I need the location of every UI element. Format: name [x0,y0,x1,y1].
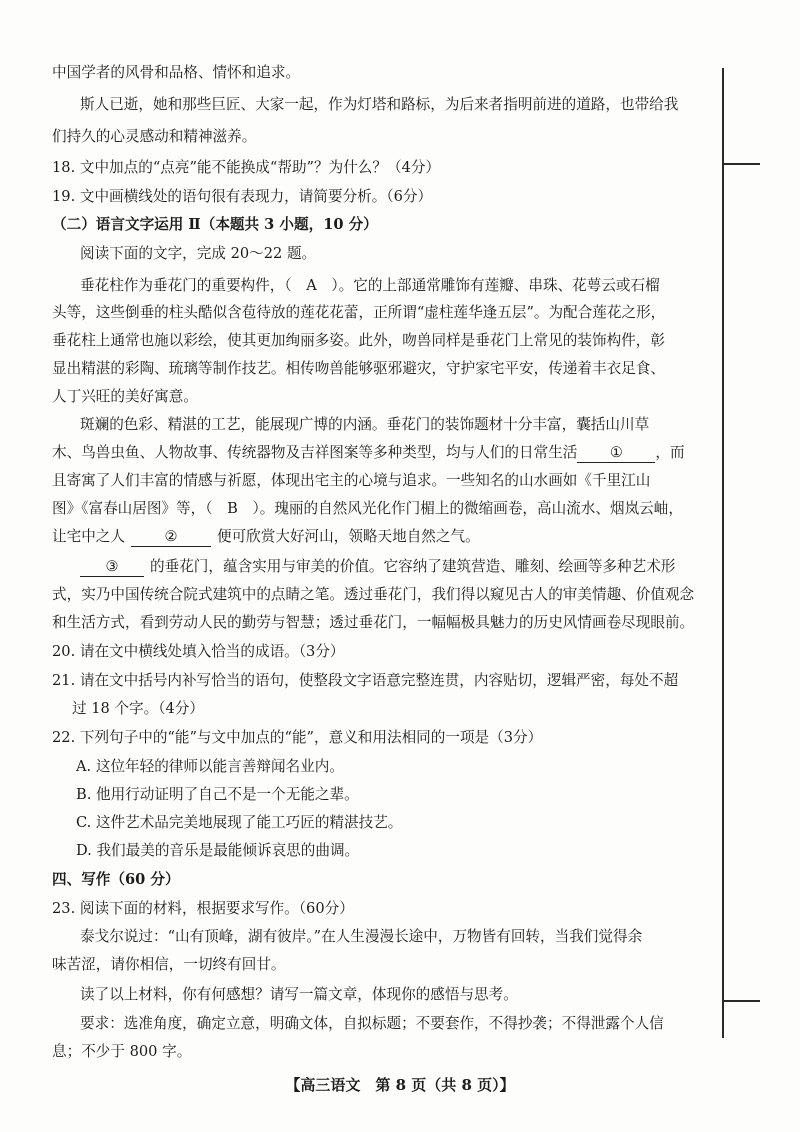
option-a: A. 这位年轻的律师以能言善辩闻名业内。 [76,758,344,775]
question-19: 19. 文中画横线处的语句很有表现力，请简要分析。（6分） [52,188,433,205]
margin-tick-mark [724,1000,760,1002]
passage-line: 斯人已逝，她和那些巨匠、大家一起，作为灯塔和路标，为后来者指明前进的道路，也带给我 [80,96,679,113]
writing-prompt: 读了以上材料，你有何感想？请写一篇文章，体现你的感悟与思考。 [80,986,518,1003]
material-line: 味苦涩，请你相信，一切终有回甘。 [52,956,286,973]
passage-line-with-blank [52,442,685,464]
question-22: 22. 下列句子中的“能”与文中加点的“能”，意义和用法相同的一项是（3分） [52,729,543,746]
margin-tick-mark [724,163,760,165]
question-21-cont: 过 18 个字。（4分） [72,700,204,717]
passage-line-with-blank [52,526,480,548]
passage-line: 人丁兴旺的美好寓意。 [52,388,198,405]
passage-line-with-blank [80,556,675,578]
passage-text: 让宅中之人 [52,528,125,545]
passage-line: 垂花柱上通常也施以彩绘，使其更加绚丽多姿。此外，吻兽同样是垂花门上常见的装饰构件，彰 [52,332,665,349]
passage-text: 的垂花门，蕴含实用与审美的价值。它容纳了建筑营造、雕刻、绘画等多种艺术形 [150,558,676,575]
passage-line: 头等，这些倒垂的柱头酷似含苞待放的莲花花蕾，正所谓“虚柱莲华逢五层”。为配合莲花之形， [52,304,666,321]
passage-line: 图》《富春山居图》等，（ B ）。瑰丽的自然风光化作门楣上的微缩画卷，高山流水、烟岚云岫， [52,500,683,517]
question-18: 18. 文中加点的“点亮”能不能换成“帮助”？为什么？（4分） [52,159,441,176]
passage-line: 且寄寓了人们丰富的情感与祈愿，体现出宅主的心境与追求。一些知名的山水画如《千里江山 [52,472,651,489]
question-20: 20. 请在文中横线处填入恰当的成语。（3分） [52,643,345,660]
fill-blank-2[interactable]: ② [131,528,211,547]
passage-line: 和生活方式，看到劳动人民的勤劳与智慧；透过垂花门，一幅幅极具魅力的历史风情画卷尽现眼前。 [52,614,695,631]
writing-requirements-cont: 息；不少于 800 字。 [52,1043,192,1060]
section-instruction: 阅读下面的文字，完成 20～22 题。 [80,245,317,262]
fill-blank-3[interactable]: ③ [80,558,144,577]
passage-line: 垂花柱作为垂花门的重要构件，（ A ）。它的上部通常雕饰有莲瓣、串珠、花萼云或石榴 [80,277,660,294]
question-23: 23. 阅读下面的材料，根据要求写作。（60分） [52,900,354,917]
question-21: 21. 请在文中括号内补写恰当的语句，使整段文字语意完整连贯，内容贴切，逻辑严密，每处不超 [52,672,679,689]
section-heading-writing: 四、写作（60 分） [52,871,180,888]
option-d: D. 我们最美的音乐是最能倾诉哀思的曲调。 [76,842,360,859]
passage-line: 显出精湛的彩陶、琉璃等制作技艺。相传吻兽能够驱邪避灾，守护家宅平安，传递着丰衣足食、 [52,360,665,377]
passage-line: 中国学者的风骨和品格、情怀和追求。 [52,64,301,81]
passage-text: 便可欣赏大好河山，领略天地自然之气。 [216,528,480,545]
option-c: C. 这件艺术品完美地展现了能工巧匠的精湛技艺。 [76,814,403,831]
page-footer: 【高三语文 第 8 页（共 8 页）】 [285,1076,515,1094]
passage-line: 斑斓的色彩、精湛的工艺，能展现广博的内涵。垂花门的装饰题材十分丰富，囊括山川草 [80,416,650,433]
passage-line: 们持久的心灵感动和精神滋养。 [52,128,257,145]
passage-text: 木、鸟兽虫鱼、人物故事、传统器物及吉祥图案等多种类型，均与人们的日常生活 [52,444,578,461]
passage-text: ，而 [655,444,685,461]
writing-requirements: 要求：选准角度，确定立意，明确文体，自拟标题；不要套作，不得抄袭；不得泄露个人信 [80,1015,664,1032]
material-line: 泰戈尔说过：“山有顶峰，湖有彼岸。”在人生漫漫长途中，万物皆有回转，当我们觉得余 [80,928,643,945]
binding-margin-line [722,68,724,1038]
passage-line: 式，实乃中国传统合院式建筑中的点睛之笔。透过垂花门，我们得以窥见古人的审美情趣、价值观念 [52,586,695,603]
option-b: B. 他用行动证明了自己不是一个无能之辈。 [76,786,359,803]
section-heading-language: （二）语言文字运用 Ⅱ（本题共 3 小题，10 分） [52,216,378,233]
fill-blank-1[interactable]: ① [577,444,655,463]
